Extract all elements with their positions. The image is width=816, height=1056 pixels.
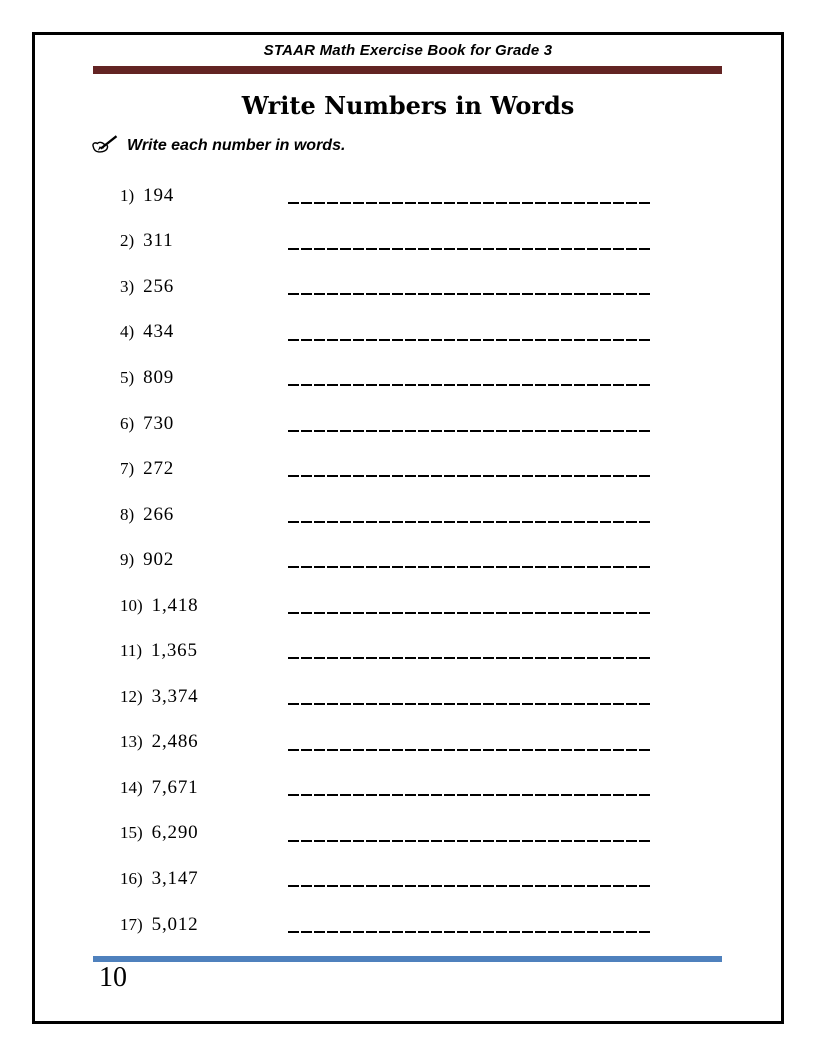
item-value: 266 xyxy=(143,503,175,525)
item-number-label: 8) xyxy=(120,504,135,524)
item-value: 434 xyxy=(143,321,175,343)
header-accent-bar xyxy=(93,66,722,74)
item-number-label: 11) xyxy=(120,641,143,661)
answer-blank-line xyxy=(288,384,650,386)
item-value: 6,290 xyxy=(151,822,199,844)
answer-blank-line xyxy=(288,657,650,659)
item-number-label: 2) xyxy=(120,231,135,251)
answer-blank-line xyxy=(288,931,650,933)
page-number: 10 xyxy=(99,962,127,993)
answer-blank-line xyxy=(288,339,650,341)
worksheet-item xyxy=(93,355,733,401)
worksheet-item xyxy=(93,446,733,492)
answer-blank-line xyxy=(288,566,650,568)
item-value: 3,374 xyxy=(151,685,199,707)
item-value: 902 xyxy=(143,549,175,571)
item-value: 809 xyxy=(143,366,175,388)
instruction-text: Write each number in words. xyxy=(127,137,346,154)
worksheet-item xyxy=(93,310,733,356)
answer-blank-line xyxy=(288,612,650,614)
item-number-label: 9) xyxy=(120,550,135,570)
item-number-label: 5) xyxy=(120,367,135,387)
answer-blank-line xyxy=(288,430,650,432)
item-number-label: 7) xyxy=(120,459,135,479)
answer-blank-line xyxy=(288,703,650,705)
item-number-label: 1) xyxy=(120,185,135,205)
answer-blank-line xyxy=(288,475,650,477)
item-number-label: 4) xyxy=(120,322,135,342)
worksheet-item xyxy=(93,492,733,538)
item-number-label: 12) xyxy=(120,686,143,706)
worksheet-item xyxy=(93,537,733,583)
worksheet-item xyxy=(93,219,733,265)
worksheet-item xyxy=(93,811,733,857)
item-value: 256 xyxy=(143,275,175,297)
book-header: STAAR Math Exercise Book for Grade 3 xyxy=(263,42,553,59)
footer-accent-bar xyxy=(93,956,722,962)
item-value: 272 xyxy=(143,458,175,480)
worksheet-item xyxy=(93,401,733,447)
worksheet-item xyxy=(93,902,733,948)
worksheet-page xyxy=(32,32,784,1024)
worksheet-item xyxy=(93,720,733,766)
item-number-label: 16) xyxy=(120,868,143,888)
writing-hand-icon xyxy=(90,135,118,157)
item-number-label: 17) xyxy=(120,914,143,934)
item-value: 194 xyxy=(143,184,175,206)
answer-blank-line xyxy=(288,248,650,250)
item-number-label: 10) xyxy=(120,595,143,615)
worksheet-item xyxy=(93,628,733,674)
worksheet-item xyxy=(93,264,733,310)
worksheet-item xyxy=(93,583,733,629)
item-value: 311 xyxy=(143,230,174,252)
item-number-label: 13) xyxy=(120,732,143,752)
worksheet-item xyxy=(93,765,733,811)
items-list xyxy=(93,173,733,947)
instruction-line xyxy=(90,135,345,157)
worksheet-item xyxy=(93,173,733,219)
item-value: 5,012 xyxy=(151,913,199,935)
item-value: 1,365 xyxy=(151,640,198,662)
item-value: 7,671 xyxy=(151,776,199,798)
answer-blank-line xyxy=(288,521,650,523)
page-title: Write Numbers in Words xyxy=(241,91,575,120)
item-value: 3,147 xyxy=(151,867,199,889)
item-value: 2,486 xyxy=(151,731,199,753)
item-value: 730 xyxy=(143,412,175,434)
item-number-label: 14) xyxy=(120,777,143,797)
item-number-label: 15) xyxy=(120,823,143,843)
answer-blank-line xyxy=(288,293,650,295)
worksheet-item xyxy=(93,856,733,902)
item-value: 1,418 xyxy=(151,594,199,616)
item-number-label: 6) xyxy=(120,413,135,433)
answer-blank-line xyxy=(288,840,650,842)
item-number-label: 3) xyxy=(120,276,135,296)
answer-blank-line xyxy=(288,749,650,751)
answer-blank-line xyxy=(288,202,650,204)
answer-blank-line xyxy=(288,794,650,796)
answer-blank-line xyxy=(288,885,650,887)
worksheet-item xyxy=(93,674,733,720)
